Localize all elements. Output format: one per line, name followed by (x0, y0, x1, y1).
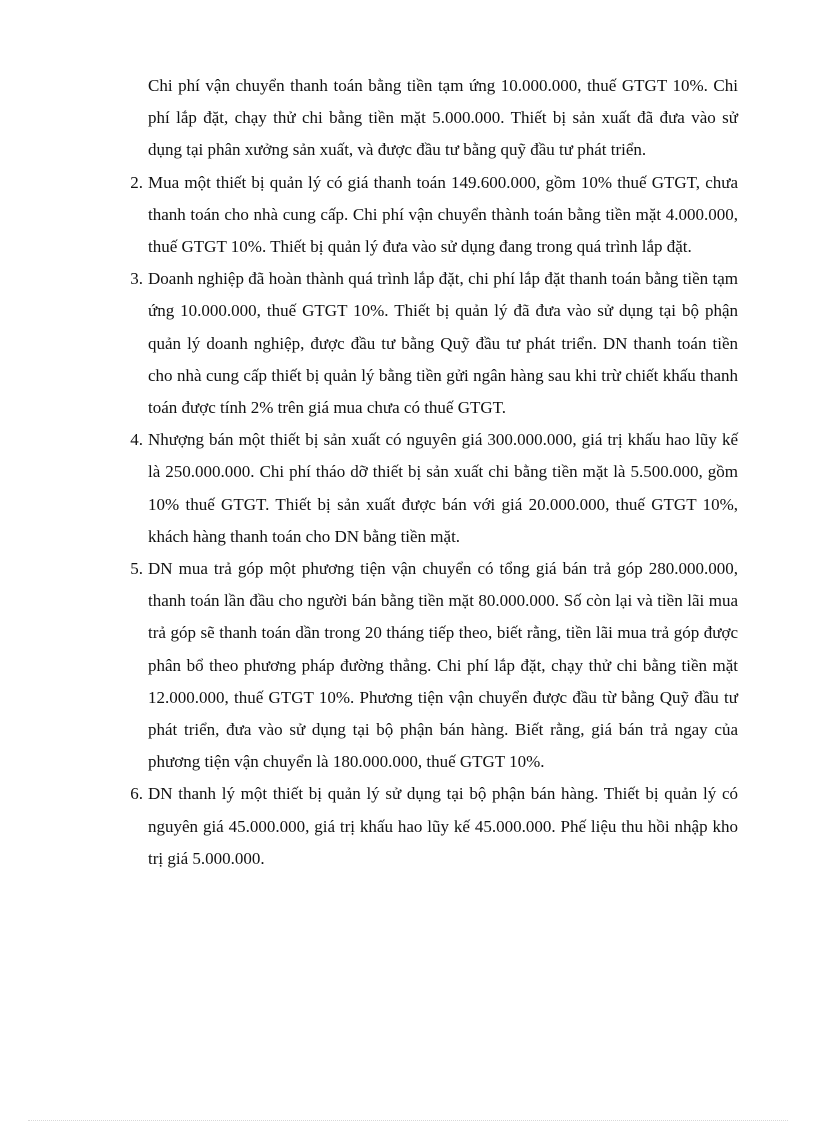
document-body (130, 70, 738, 875)
item-text: DN thanh lý một thiết bị quản lý sử dụng tại bộ phận bán hàng. Thiết bị quản lý có nguyên giá 45.000.000, giá trị khấu hao lũy kế 45.000.000. Phế liệu thu hồi nhập kho trị giá 5.000.000. (148, 784, 738, 868)
item-text: Nhượng bán một thiết bị sản xuất có nguyên giá 300.000.000, giá trị khấu hao lũy kế là 250.000.000. Chi phí tháo dỡ thiết bị sản xuất chi bằng tiền mặt là 5.500.000, gồm 10% thuế GTGT. Thiết bị sản xuất được bán với giá 20.000.000, thuế GTGT 10%, khách hàng thanh toán cho DN bằng tiền mặt. (148, 430, 738, 546)
item-text: Doanh nghiệp đã hoàn thành quá trình lắp đặt, chi phí lắp đặt thanh toán bằng tiền tạm ứng 10.000.000, thuế GTGT 10%. Thiết bị quản lý đã đưa vào sử dụng tại bộ phận quản lý doanh nghiệp, được đầu tư bằng Quỹ đầu tư phát triển. DN thanh toán tiền cho nhà cung cấp thiết bị quản lý bằng tiền gửi ngân hàng sau khi trừ chiết khấu thanh toán được tính 2% trên giá mua chưa có thuế GTGT. (148, 269, 738, 418)
item-number: 3. (130, 269, 143, 289)
list-item (130, 424, 738, 553)
item-number: 6. (130, 784, 143, 804)
item-text: Mua một thiết bị quản lý có giá thanh toán 149.600.000, gồm 10% thuế GTGT, chưa thanh toán cho nhà cung cấp. Chi phí vận chuyển thành toán bằng tiền mặt 4.000.000, thuế GTGT 10%. Thiết bị quản lý đưa vào sử dụng đang trong quá trình lắp đặt. (148, 172, 738, 257)
item-number: 2. (130, 172, 143, 192)
item-number: 5. (130, 559, 143, 579)
continuation-paragraph: Chi phí vận chuyển thanh toán bằng tiền tạm ứng 10.000.000, thuế GTGT 10%. Chi phí lắp đặt, chạy thử chi bằng tiền mặt 5.000.000. Thiết bị sản xuất đã đưa vào sử dụng tại phân xưởng sản xuất, và được đầu tư bằng quỹ đầu tư phát triển. (148, 76, 738, 160)
item-text: DN mua trả góp một phương tiện vận chuyển có tổng giá bán trả góp 280.000.000, thanh toán lần đầu cho người bán bằng tiền mặt 80.000.000. Số còn lại và tiền lãi mua trả góp sẽ thanh toán dần trong 20 tháng tiếp theo, biết rằng, tiền lãi mua trả góp được phân bổ theo phương pháp đường thẳng. Chi phí lắp đặt, chạy thử chi bằng tiền mặt 12.000.000, thuế GTGT 10%. Phương tiện vận chuyển được đầu từ bằng Quỹ đầu tư phát triển, đưa vào sử dụng tại bộ phận bán hàng. Biết rằng, giá bán trả ngay của phương tiện vận chuyển là 180.000.000, thuế GTGT 10%. (148, 559, 738, 772)
list-item (130, 778, 738, 875)
page-bottom-divider (28, 1120, 788, 1121)
list-item (130, 167, 738, 264)
exercise-list (130, 167, 738, 875)
item-number: 4. (130, 430, 143, 450)
list-item (130, 263, 738, 424)
list-item (130, 553, 738, 778)
